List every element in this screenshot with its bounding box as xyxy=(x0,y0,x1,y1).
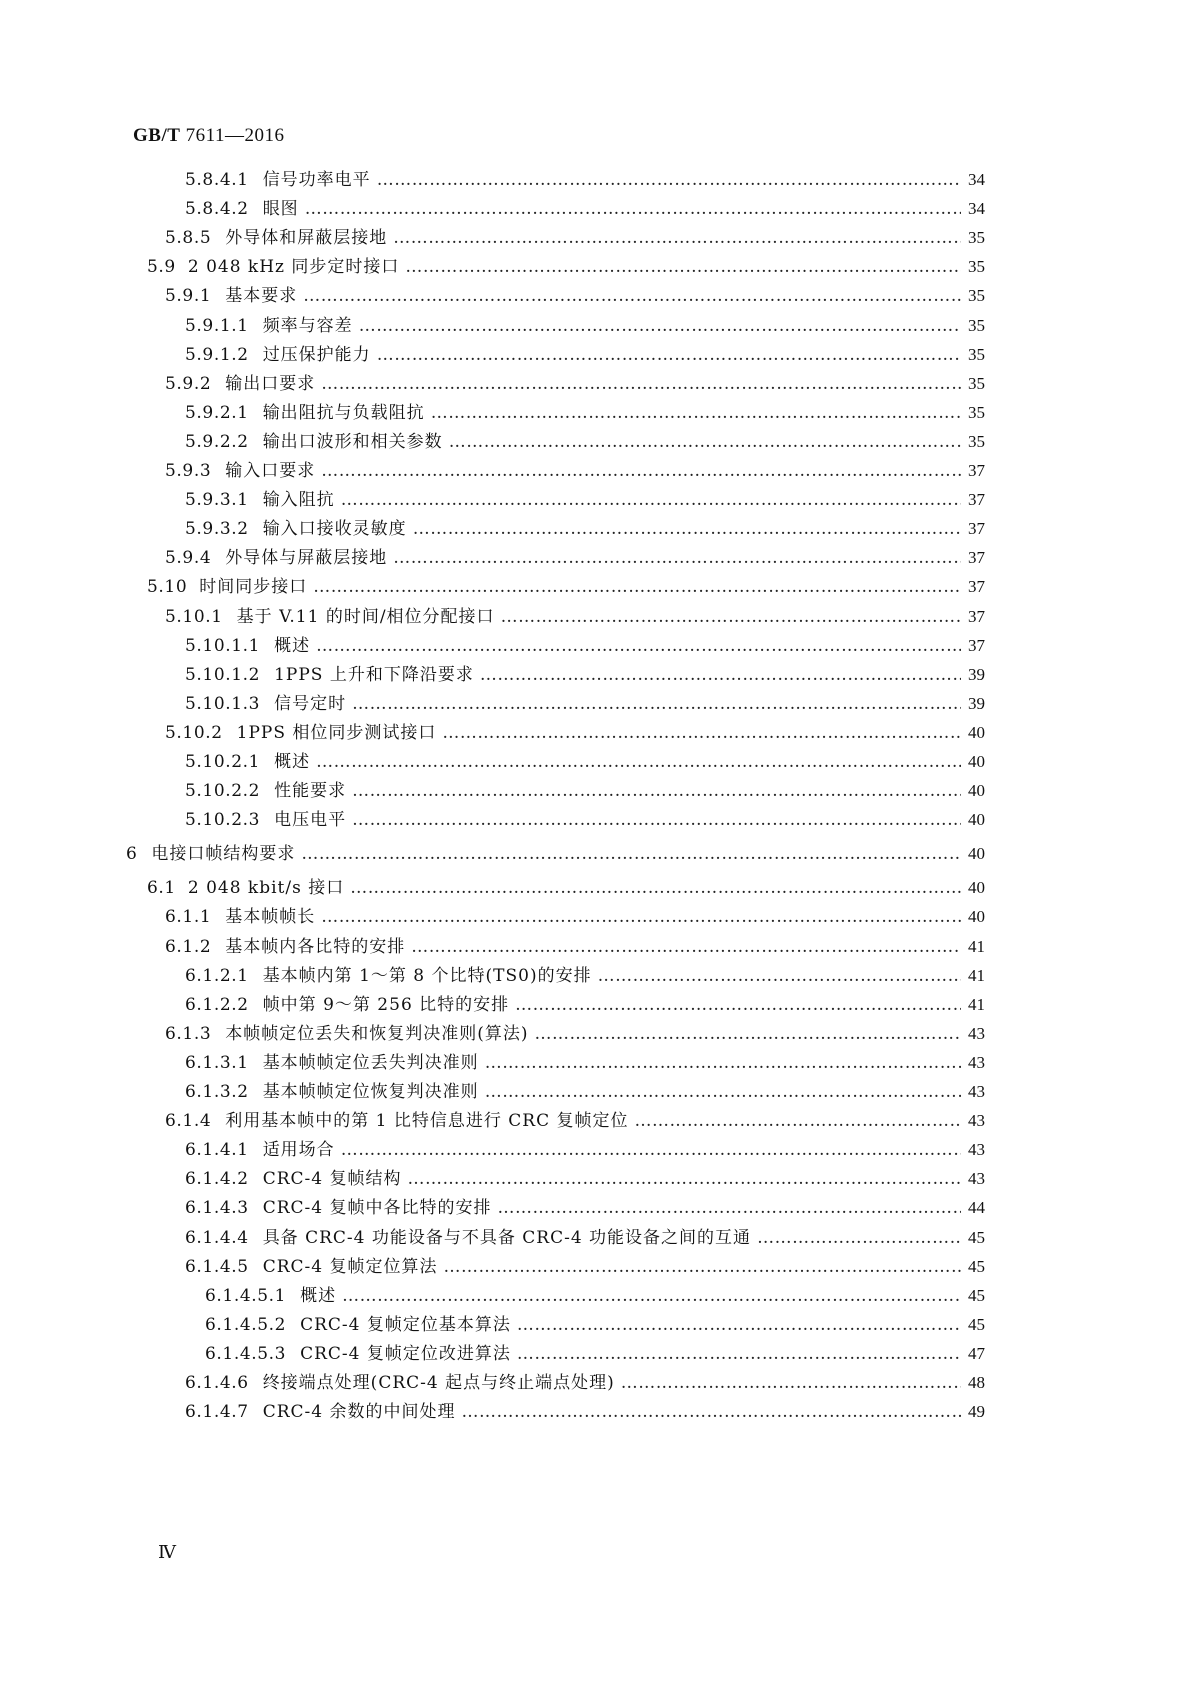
toc-leader-dots xyxy=(359,313,961,339)
toc-entry[interactable] xyxy=(185,1254,985,1280)
toc-entry[interactable] xyxy=(185,778,985,804)
toc-entry-title: 输入口接收灵敏度 xyxy=(262,519,407,540)
toc-entry-page: 43 xyxy=(968,1111,985,1131)
toc-leader-dots xyxy=(431,400,961,426)
toc-entry-number: 5.9 xyxy=(147,257,176,278)
toc-entry-number: 6.1 xyxy=(147,878,176,899)
toc-entry-title: 电压电平 xyxy=(274,810,347,831)
toc-entry-number: 5.10.1.1 xyxy=(185,635,261,656)
toc-leader-dots xyxy=(393,225,961,251)
toc-entry-page: 49 xyxy=(968,1402,985,1422)
toc-leader-dots xyxy=(598,963,961,989)
toc-entry-number: 6.1.4.5.2 xyxy=(205,1314,287,1335)
toc-leader-dots xyxy=(352,691,961,717)
toc-leader-dots xyxy=(407,1166,961,1192)
toc-entry-number: 5.10.2.2 xyxy=(185,781,261,802)
toc-entry-number: 5.9.3.1 xyxy=(185,490,249,511)
toc-entry-page: 37 xyxy=(968,490,985,510)
toc-leader-dots xyxy=(405,254,961,280)
toc-entry-number: 5.9.3 xyxy=(165,461,212,481)
toc-entry-page: 40 xyxy=(968,844,985,864)
toc-leader-dots xyxy=(321,371,961,397)
toc-entry[interactable] xyxy=(165,604,985,630)
toc-leader-dots xyxy=(501,604,961,630)
toc-leader-dots xyxy=(485,1050,961,1076)
toc-entry[interactable] xyxy=(185,167,985,193)
toc-leader-dots xyxy=(342,1283,961,1309)
toc-entry-title: 电接口帧结构要求 xyxy=(151,844,296,865)
toc-entry-title: 终接端点处理(CRC-4 起点与终止端点处理) xyxy=(262,1373,615,1393)
toc-entry[interactable] xyxy=(185,1050,985,1076)
toc-entry[interactable] xyxy=(185,313,985,339)
toc-entry-title: 帧中第 9～第 256 比特的安排 xyxy=(262,994,510,1015)
toc-leader-dots xyxy=(377,167,961,193)
toc-entry-title: 本帧帧定位丢失和恢复判决准则(算法) xyxy=(225,1023,529,1044)
toc-leader-dots xyxy=(393,545,961,571)
toc-entry-page: 34 xyxy=(968,199,985,219)
toc-entry[interactable] xyxy=(185,749,985,775)
toc-entry-title: 基本帧内第 1～第 8 个比特(TS0)的安排 xyxy=(262,965,592,986)
toc-entry-page: 35 xyxy=(968,344,985,364)
toc-entry-number: 6.1.4.3 xyxy=(185,1198,249,1219)
toc-leader-dots xyxy=(321,904,961,930)
toc-entry-title: 概述 xyxy=(274,752,311,772)
toc-leader-dots xyxy=(497,1195,961,1221)
toc-entry[interactable] xyxy=(185,807,985,833)
toc-entry-page: 41 xyxy=(968,965,985,985)
toc-leader-dots xyxy=(341,487,961,513)
toc-entry-page: 43 xyxy=(968,1140,985,1160)
toc-entry[interactable] xyxy=(185,1225,985,1251)
toc-entry[interactable] xyxy=(185,429,985,455)
toc-entry-title: 输出口波形和相关参数 xyxy=(262,431,443,452)
toc-entry[interactable] xyxy=(185,1079,985,1105)
toc-leader-dots xyxy=(313,574,961,600)
toc-entry-number: 6.1.2 xyxy=(165,936,212,957)
toc-entry-title: 2 048 kbit/s 接口 xyxy=(187,878,345,899)
toc-entry-title: 利用基本帧中的第 1 比特信息进行 CRC 复帧定位 xyxy=(225,1111,629,1132)
toc-leader-dots xyxy=(301,841,961,867)
toc-entry-page: 35 xyxy=(968,402,985,422)
toc-entry-number: 5.9.4 xyxy=(165,548,212,569)
toc-leader-dots xyxy=(316,749,961,775)
toc-entry[interactable] xyxy=(205,1341,985,1367)
toc-entry-page: 35 xyxy=(968,315,985,335)
toc-entry-page: 39 xyxy=(968,693,985,713)
toc-entry[interactable] xyxy=(165,545,985,571)
toc-leader-dots xyxy=(485,1079,961,1105)
toc-entry-number: 5.10.1.3 xyxy=(185,693,261,714)
toc-entry[interactable] xyxy=(205,1283,985,1309)
toc-entry-page: 35 xyxy=(968,257,985,277)
toc-entry[interactable] xyxy=(185,487,985,513)
toc-entry-title: 外导体和屏蔽层接地 xyxy=(225,228,388,249)
toc-entry-page: 40 xyxy=(968,722,985,742)
toc-entry-number: 5.9.1.2 xyxy=(185,344,249,365)
toc-leader-dots xyxy=(461,1399,961,1425)
toc-leader-dots xyxy=(757,1225,961,1251)
toc-leader-dots xyxy=(321,458,961,484)
toc-entry[interactable] xyxy=(165,458,985,484)
toc-entry-page: 35 xyxy=(968,431,985,451)
toc-entry[interactable] xyxy=(147,254,985,280)
toc-entry-title: 眼图 xyxy=(262,199,299,220)
toc-entry-page: 37 xyxy=(968,606,985,626)
toc-entry-page: 40 xyxy=(968,752,985,771)
toc-entry[interactable] xyxy=(185,662,985,688)
toc-entry[interactable] xyxy=(165,225,985,251)
toc-entry-page: 48 xyxy=(968,1373,985,1392)
toc-leader-dots xyxy=(350,875,961,901)
toc-entry[interactable] xyxy=(185,342,985,368)
toc-entry-number: 6.1.4.4 xyxy=(185,1227,249,1248)
toc-entry-number: 5.9.1.1 xyxy=(185,315,249,336)
toc-entry-number: 6.1.4.5 xyxy=(185,1256,249,1277)
toc-entry-page: 41 xyxy=(968,994,985,1014)
toc-leader-dots xyxy=(341,1137,961,1163)
toc-entry-page: 45 xyxy=(968,1285,985,1305)
toc-entry-page: 43 xyxy=(968,1023,985,1043)
toc-entry[interactable] xyxy=(185,1166,985,1192)
toc-entry[interactable] xyxy=(165,1021,985,1047)
toc-entry-title: 基本帧帧定位恢复判决准则 xyxy=(262,1082,479,1102)
toc-leader-dots xyxy=(517,1312,961,1338)
toc-entry-number: 6.1.2.1 xyxy=(185,965,249,986)
toc-entry-number: 6.1.4.5.3 xyxy=(205,1343,287,1364)
toc-entry[interactable] xyxy=(185,1195,985,1221)
toc-entry-title: 时间同步接口 xyxy=(199,577,308,598)
toc-entry-title: CRC-4 复帧定位改进算法 xyxy=(300,1343,511,1364)
toc-entry[interactable] xyxy=(165,371,985,397)
toc-entry[interactable] xyxy=(165,283,985,309)
toc-entry[interactable] xyxy=(165,1108,985,1134)
toc-entry-title: CRC-4 余数的中间处理 xyxy=(262,1402,456,1423)
toc-entry-title: 信号功率电平 xyxy=(262,170,371,190)
toc-entry-page: 35 xyxy=(968,286,985,306)
toc-entry-page: 37 xyxy=(968,635,985,655)
toc-entry-number: 6.1.2.2 xyxy=(185,994,249,1015)
toc-entry-title: 输出阻抗与负载阻抗 xyxy=(262,402,425,423)
toc-leader-dots xyxy=(305,196,961,222)
toc-entry-number: 5.9.2 xyxy=(165,373,212,394)
toc-entry[interactable] xyxy=(185,633,985,659)
toc-entry-title: CRC-4 复帧结构 xyxy=(262,1169,402,1190)
toc-entry[interactable] xyxy=(165,934,985,960)
toc-entry-page: 40 xyxy=(968,781,985,801)
toc-entry-title: 适用场合 xyxy=(262,1140,335,1161)
toc-leader-dots xyxy=(621,1370,961,1396)
standard-code: GB/T xyxy=(133,125,181,146)
toc-entry-page: 43 xyxy=(968,1052,985,1072)
toc-entry-title: 输入阻抗 xyxy=(262,490,335,511)
toc-entry[interactable] xyxy=(185,992,985,1018)
toc-leader-dots xyxy=(442,720,961,746)
toc-entry-number: 6.1.3 xyxy=(165,1023,212,1044)
standard-number: 7611—2016 xyxy=(185,125,285,146)
toc-entry-number: 5.10 xyxy=(147,577,188,598)
toc-leader-dots xyxy=(316,633,961,659)
toc-entry-title: CRC-4 复帧中各比特的安排 xyxy=(262,1198,492,1219)
toc-entry-number: 6.1.4.1 xyxy=(185,1140,249,1161)
toc-entry-number: 5.8.4.2 xyxy=(185,199,249,220)
toc-entry-page: 34 xyxy=(968,170,985,189)
toc-entry-page: 45 xyxy=(968,1314,985,1334)
toc-leader-dots xyxy=(517,1341,961,1367)
toc-entry-page: 39 xyxy=(968,664,985,684)
toc-entry-title: 基本帧帧定位丢失判决准则 xyxy=(262,1052,479,1073)
toc-entry-number: 5.10.1 xyxy=(165,606,223,627)
toc-entry-title: 过压保护能力 xyxy=(262,344,371,365)
toc-entry[interactable] xyxy=(126,841,985,867)
toc-entry[interactable] xyxy=(185,691,985,717)
toc-entry[interactable] xyxy=(185,1399,985,1425)
toc-entry-number: 5.9.2.2 xyxy=(185,431,249,452)
toc-entry-title: 具备 CRC-4 功能设备与不具备 CRC-4 功能设备之间的互通 xyxy=(262,1227,752,1248)
toc-entry[interactable] xyxy=(147,875,985,901)
toc-leader-dots xyxy=(443,1254,961,1280)
toc-entry[interactable] xyxy=(185,196,985,222)
toc-entry-page: 35 xyxy=(968,373,985,393)
toc-entry-page: 45 xyxy=(968,1227,985,1247)
toc-entry[interactable] xyxy=(205,1312,985,1338)
toc-entry-title: 基本帧内各比特的安排 xyxy=(225,936,406,957)
toc-entry-title: 性能要求 xyxy=(274,781,347,802)
toc-leader-dots xyxy=(480,662,961,688)
toc-entry[interactable] xyxy=(147,574,985,600)
toc-entry-page: 40 xyxy=(968,810,985,830)
toc-entry-title: 信号定时 xyxy=(274,693,347,714)
toc-entry-title: 基于 V.11 的时间/相位分配接口 xyxy=(236,606,495,627)
toc-leader-dots xyxy=(352,807,961,833)
toc-leader-dots xyxy=(413,516,961,542)
toc-entry-title: 1PPS 上升和下降沿要求 xyxy=(274,664,474,685)
toc-entry-title: 概述 xyxy=(300,1285,337,1306)
toc-leader-dots xyxy=(377,342,961,368)
toc-entry-title: 概述 xyxy=(274,635,311,656)
toc-entry-title: CRC-4 复帧定位基本算法 xyxy=(300,1314,511,1335)
toc-leader-dots xyxy=(535,1021,961,1047)
toc-leader-dots xyxy=(515,992,961,1018)
toc-entry-number: 5.8.4.1 xyxy=(185,170,249,190)
toc-entry-page: 35 xyxy=(968,228,985,248)
toc-entry-number: 5.10.2.3 xyxy=(185,810,261,831)
toc-entry[interactable] xyxy=(165,720,985,746)
toc-entry[interactable] xyxy=(165,904,985,930)
toc-entry-number: 6.1.1 xyxy=(165,907,212,928)
toc-entry-number: 6.1.4.5.1 xyxy=(205,1285,287,1306)
toc-entry[interactable] xyxy=(185,963,985,989)
toc-entry-page: 44 xyxy=(968,1198,985,1218)
toc-entry-page: 45 xyxy=(968,1256,985,1276)
toc-entry-number: 5.9.3.2 xyxy=(185,519,249,540)
toc-entry-number: 6.1.4.7 xyxy=(185,1402,249,1423)
toc-entry-page: 43 xyxy=(968,1169,985,1189)
toc-entry-title: 输出口要求 xyxy=(225,373,316,394)
toc-entry-title: 基本要求 xyxy=(225,286,298,307)
toc-entry-number: 6.1.4 xyxy=(165,1111,212,1132)
toc-entry-title: 输入口要求 xyxy=(225,461,316,481)
toc-entry-number: 5.10.2.1 xyxy=(185,752,261,772)
toc-entry[interactable] xyxy=(185,516,985,542)
toc-entry-number: 5.9.1 xyxy=(165,286,212,307)
toc-entry-page: 37 xyxy=(968,519,985,539)
toc-entry-page: 40 xyxy=(968,907,985,927)
toc-entry-page: 41 xyxy=(968,936,985,956)
toc-entry-page: 43 xyxy=(968,1082,985,1101)
toc-entry-title: CRC-4 复帧定位算法 xyxy=(262,1256,438,1277)
toc-entry-number: 5.8.5 xyxy=(165,228,212,249)
toc-entry-number: 6.1.3.1 xyxy=(185,1052,249,1073)
toc-entry-title: 基本帧帧长 xyxy=(225,907,316,928)
toc-leader-dots xyxy=(635,1108,961,1134)
toc-leader-dots xyxy=(352,778,961,804)
toc-leader-dots xyxy=(449,429,961,455)
toc-entry-title: 外导体与屏蔽层接地 xyxy=(225,548,388,569)
toc-leader-dots xyxy=(411,934,961,960)
toc-entry-page: 37 xyxy=(968,577,985,597)
toc-entry-page: 40 xyxy=(968,878,985,898)
toc-entry-number: 5.10.1.2 xyxy=(185,664,261,685)
toc-leader-dots xyxy=(303,283,961,309)
toc-entry-title: 1PPS 相位同步测试接口 xyxy=(236,722,437,743)
toc-entry[interactable] xyxy=(185,400,985,426)
toc-entry-number: 6.1.4.6 xyxy=(185,1373,249,1393)
toc-entry-number: 6.1.4.2 xyxy=(185,1169,249,1190)
toc-entry-title: 2 048 kHz 同步定时接口 xyxy=(187,257,400,278)
toc-entry-number: 6.1.3.2 xyxy=(185,1082,249,1102)
toc-entry-number: 6 xyxy=(126,844,138,865)
toc-entry-number: 5.9.2.1 xyxy=(185,402,249,423)
toc-entry[interactable] xyxy=(185,1370,985,1396)
toc-entry[interactable] xyxy=(185,1137,985,1163)
toc-entry-page: 37 xyxy=(968,461,985,480)
toc-entry-page: 37 xyxy=(968,548,985,568)
toc-entry-title: 频率与容差 xyxy=(262,315,353,336)
toc-entry-number: 5.10.2 xyxy=(165,722,223,743)
toc-entry-page: 47 xyxy=(968,1343,985,1363)
page-number: Ⅳ xyxy=(158,1542,176,1562)
